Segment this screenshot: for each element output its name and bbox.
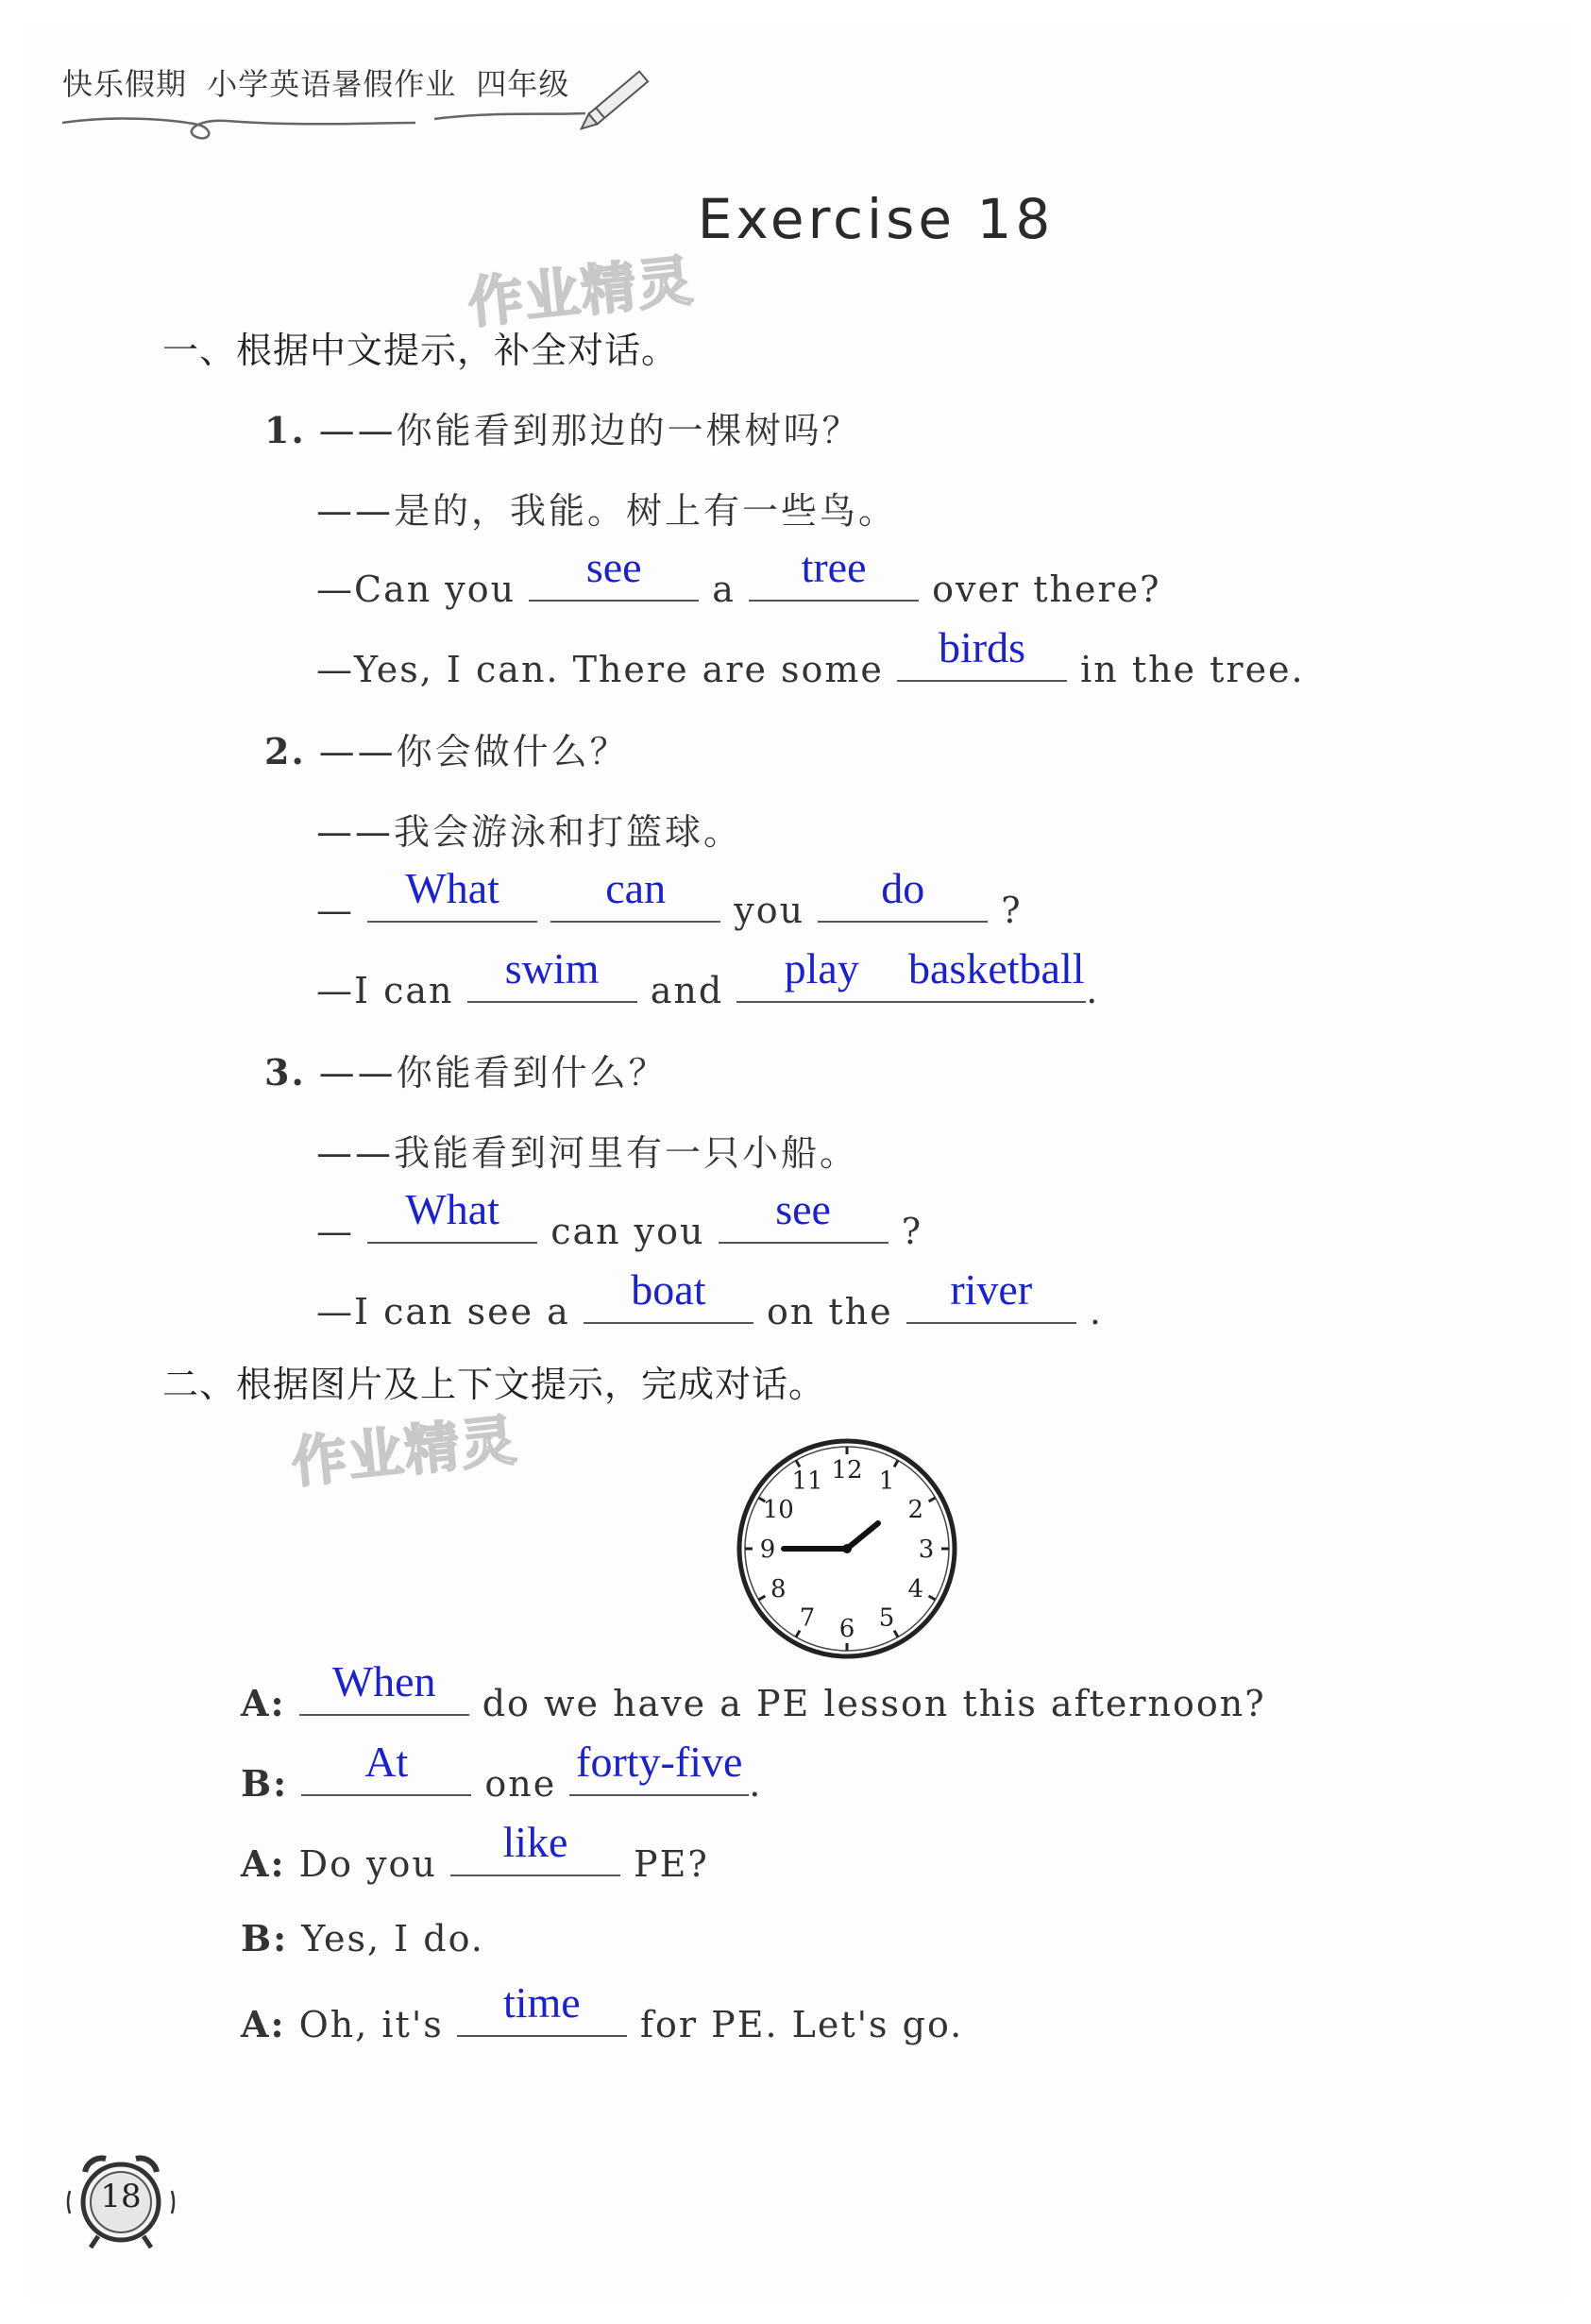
page-number: 18: [100, 2178, 142, 2215]
q1-en1-p1: —Can you: [316, 568, 516, 610]
dialogue-text: for PE. Let's go.: [639, 2003, 964, 2045]
answer-blank[interactable]: [301, 1737, 471, 1796]
answer-text: When: [331, 1656, 436, 1705]
q3-cn-line-2: ——我能看到河里有一只小船。: [316, 1132, 859, 1174]
q1-chinese-1: [264, 401, 861, 453]
q2-en1-p2: you: [734, 889, 805, 931]
speaker-label: A:: [241, 1841, 286, 1885]
answer-text: At: [364, 1737, 409, 1786]
answer-blank[interactable]: [299, 1656, 469, 1716]
answer-blank[interactable]: [367, 1184, 537, 1244]
q1-en-line-1: [316, 542, 1161, 610]
q3-en2-p1: —I can see a: [316, 1290, 570, 1332]
dialogue-line-5: [241, 1977, 964, 2045]
watermark: 作业精灵: [465, 247, 698, 336]
q2-en2-p1: —I can: [316, 969, 454, 1011]
q3-cn-line-1: ——你能看到什么？: [318, 1052, 668, 1094]
q3-en1-p2: can you: [550, 1210, 705, 1252]
clock-numeral: 12: [831, 1456, 863, 1484]
q2-en-line-1: [316, 863, 1023, 931]
q2-en2-p3: .: [1086, 969, 1100, 1011]
answer-blank[interactable]: [584, 1264, 753, 1324]
q3-en-line-1: [316, 1184, 923, 1252]
dialogue-line-4: [241, 1917, 484, 1959]
clock-numeral: 1: [878, 1467, 895, 1496]
answer-blank[interactable]: [897, 622, 1067, 682]
dialogue-end: .: [749, 1762, 763, 1805]
answer-blank[interactable]: [529, 542, 699, 602]
answer-blank[interactable]: [906, 943, 1086, 1003]
q2-cn-line-1: ——你会做什么？: [318, 731, 629, 772]
dialogue-text: do we have a PE lesson this afternoon?: [482, 1682, 1266, 1724]
answer-text: swim: [504, 943, 600, 992]
answer-text: tree: [801, 542, 867, 591]
q2-number: 2.: [264, 730, 306, 772]
answer-blank[interactable]: [457, 1977, 627, 2037]
clock-illustration: [732, 1433, 963, 1665]
q3-chinese-1: [264, 1043, 668, 1095]
answer-blank[interactable]: [906, 1264, 1076, 1324]
clock-numeral: 9: [759, 1535, 776, 1564]
q2-en-line-2: [316, 943, 1100, 1011]
answer-blank[interactable]: [749, 542, 919, 602]
q3-en2-p2: on the: [766, 1290, 893, 1332]
speaker-label: B:: [241, 1917, 289, 1959]
book-subtitle: 小学英语暑假作业: [207, 66, 457, 102]
q2-cn-line-2: ——我会游泳和打篮球。: [316, 811, 743, 853]
answer-text: river: [950, 1264, 1033, 1314]
dialogue-line-3: [241, 1817, 709, 1885]
dialogue-text: one: [484, 1762, 557, 1805]
dialogue-line-2: [241, 1737, 763, 1805]
q1-number: 1.: [264, 409, 306, 451]
section-2-heading: 二、根据图片及上下文提示，完成对话。: [162, 1364, 826, 1405]
clock-numeral: 5: [878, 1603, 895, 1633]
answer-text: boat: [631, 1264, 706, 1314]
dialogue-line-1: [241, 1656, 1266, 1724]
clock-numeral: 6: [838, 1615, 855, 1643]
q3-en-line-2: [316, 1264, 1103, 1332]
dialogue-text: PE?: [634, 1842, 709, 1885]
q3-en2-p3: .: [1089, 1290, 1103, 1332]
q1-en-line-2: [316, 622, 1305, 690]
q3-en1-p1: —: [316, 1210, 354, 1252]
clock-numeral: 4: [907, 1575, 924, 1603]
answer-text: play: [784, 943, 859, 992]
clock-numeral: 10: [762, 1496, 794, 1524]
dialogue-pre: Do you: [298, 1842, 437, 1885]
answer-blank[interactable]: [569, 1737, 749, 1796]
clock-numeral: 8: [770, 1575, 787, 1603]
answer-text: forty-five: [576, 1737, 743, 1786]
q1-en2-p2: in the tree.: [1080, 648, 1305, 690]
answer-blank[interactable]: [550, 863, 720, 923]
q3-en1-p3: ?: [901, 1210, 923, 1252]
answer-text: basketball: [908, 943, 1085, 992]
page-number-badge: [64, 2144, 178, 2257]
clock-numeral: 7: [799, 1603, 816, 1633]
q2-en1-p1: —: [316, 889, 354, 931]
answer-text: see: [775, 1184, 831, 1233]
q1-cn-line-2: ——是的，我能。树上有一些鸟。: [316, 490, 898, 532]
clock-numeral: 2: [907, 1496, 924, 1524]
answer-blank[interactable]: [467, 943, 637, 1003]
answer-blank[interactable]: [736, 943, 906, 1003]
speaker-label: A:: [241, 1681, 286, 1724]
answer-text: see: [585, 542, 642, 591]
q2-en2-p2: and: [650, 969, 724, 1011]
book-title: 快乐假期: [62, 66, 188, 102]
answer-text: What: [405, 1184, 499, 1233]
answer-blank[interactable]: [450, 1817, 620, 1876]
answer-text: time: [502, 1977, 581, 2027]
q1-cn-line-1: ——你能看到那边的一棵树吗？: [318, 410, 861, 451]
answer-text: birds: [939, 622, 1026, 671]
clock-numeral: 3: [918, 1535, 935, 1564]
q1-en2-p1: —Yes, I can. There are some: [316, 648, 884, 690]
q2-en1-p3: ?: [1001, 889, 1023, 931]
dialogue-pre: Oh, it's: [298, 2003, 444, 2045]
answer-blank[interactable]: [367, 863, 537, 923]
page-title: Exercise 18: [697, 187, 1055, 251]
answer-text: do: [881, 863, 925, 912]
q1-en1-p2: a: [712, 568, 736, 610]
header-decoration: [57, 57, 661, 142]
dialogue-pre: Yes, I do.: [301, 1918, 484, 1959]
answer-text: like: [502, 1817, 568, 1866]
speaker-label: A:: [241, 2002, 286, 2045]
clock-numeral: 11: [791, 1467, 823, 1496]
book-grade: 四年级: [476, 66, 570, 102]
pencil-icon: [577, 72, 648, 134]
answer-blank[interactable]: [818, 863, 988, 923]
q3-number: 3.: [264, 1051, 306, 1094]
q2-chinese-1: [264, 722, 629, 774]
answer-text: can: [605, 863, 667, 912]
answer-text: What: [405, 863, 499, 912]
answer-blank[interactable]: [719, 1184, 889, 1244]
q1-en1-p3: over there?: [932, 568, 1161, 610]
section-1-heading: 一、根据中文提示，补全对话。: [162, 330, 679, 371]
speaker-label: B:: [241, 1761, 289, 1805]
watermark: 作业精灵: [288, 1407, 521, 1496]
